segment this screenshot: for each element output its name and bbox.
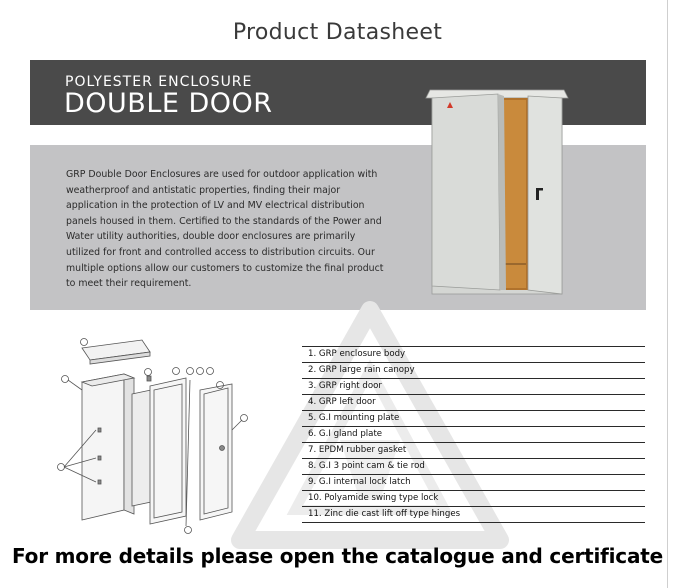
parts-list-item: 2. GRP large rain canopy xyxy=(302,363,645,379)
parts-list-item: 3. GRP right door xyxy=(302,379,645,395)
parts-list-item: 6. G.I gland plate xyxy=(302,427,645,443)
parts-list-item: 7. EPDM rubber gasket xyxy=(302,443,645,459)
parts-list xyxy=(302,346,645,523)
parts-list-item: 9. G.I internal lock latch xyxy=(302,475,645,491)
page-edge-rule xyxy=(667,0,668,588)
enclosure-photo xyxy=(422,84,572,298)
exploded-view-diagram xyxy=(52,330,252,535)
description-text: GRP Double Door Enclosures are used for outdoor application with weatherproof and antistatic properties, finding their major application in the protection of LV and MV electrical distribution panels housed in them. Certified to the standards of the Power and Water utility authorities, double door enclosures are primarily utilized for front and controlled access to distribution circuits. Our multiple options allow our customers to customize the final product to meet their requirement. xyxy=(66,169,384,290)
footer-note: For more details please open the catalogue and certificate xyxy=(12,544,663,568)
parts-list-item: 10. Polyamide swing type lock xyxy=(302,491,645,507)
parts-list-item: 11. Zinc die cast lift off type hinges xyxy=(302,507,645,523)
parts-list-item: 5. G.I mounting plate xyxy=(302,411,645,427)
page-title: Product Datasheet xyxy=(232,20,443,45)
parts-list-item: 1. GRP enclosure body xyxy=(302,347,645,363)
banner-title: DOUBLE DOOR xyxy=(64,88,273,119)
parts-list-item: 4. GRP left door xyxy=(302,395,645,411)
banner-subtitle: POLYESTER ENCLOSURE xyxy=(65,74,253,90)
parts-list-item: 8. G.I 3 point cam & tie rod xyxy=(302,459,645,475)
